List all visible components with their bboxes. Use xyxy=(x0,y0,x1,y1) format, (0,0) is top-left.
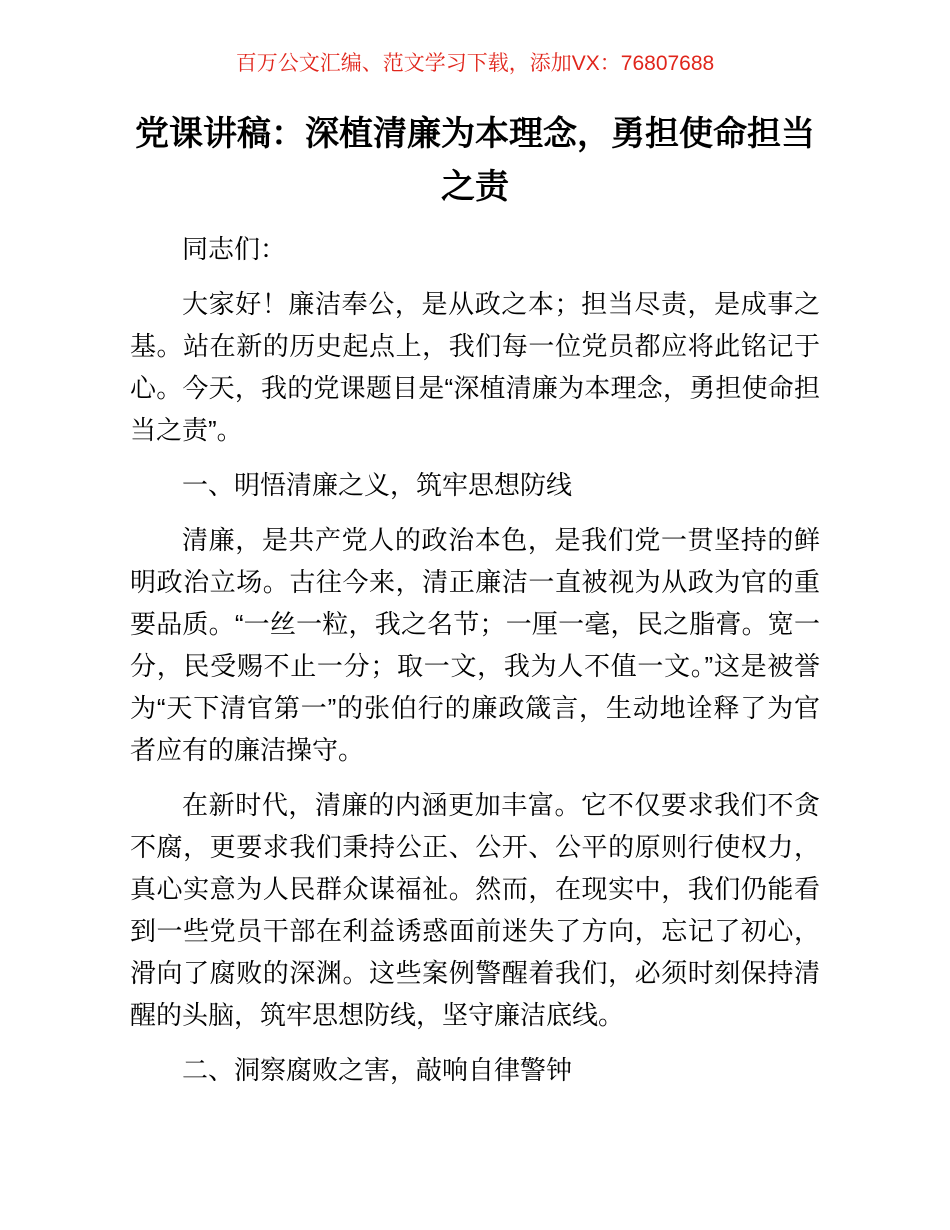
intro-paragraph: 大家好！廉洁奉公，是从政之本；担当尽责，是成事之基。站在新的历史起点上，我们每一位党员都应将此铭记于心。今天，我的党课题目是“深植清廉为本理念，勇担使命担当之责”。 xyxy=(130,289,820,445)
salutation-paragraph: 同志们： xyxy=(182,234,287,264)
section-1-paragraph-2: 在新时代，清廉的内涵更加丰富。它不仅要求我们不贪不腐，更要求我们秉持公正、公开、公平的原则行使权力，真心实意为人民群众谋福祉。然而，在现实中，我们仍能看到一些党员干部在利益诱惑面前迷失了方向，忘记了初心，滑向了腐败的深渊。这些案例警醒着我们，必须时刻保持清醒的头脑，筑牢思想防线，坚守廉洁底线。 xyxy=(130,790,820,1030)
section-1-paragraph-1: 清廉，是共产党人的政治本色，是我们党一贯坚持的鲜明政治立场。古往今来，清正廉洁一直被视为从政为官的重要品质。“一丝一粒，我之名节；一厘一毫，民之脂膏。宽一分，民受赐不止一分；取一文，我为人不值一文。”这是被誉为“天下清官第一”的张伯行的廉政箴言，生动地诠释了为官者应有的廉洁操守。 xyxy=(130,525,820,765)
section-heading-2: 二、洞察腐败之害，敲响自律警钟 xyxy=(182,1055,573,1085)
section-heading-1: 一、明悟清廉之义，筑牢思想防线 xyxy=(182,470,573,500)
document-title: 党课讲稿：深植清廉为本理念，勇担使命担当之责 xyxy=(135,115,815,206)
promo-notice: 百万公文汇编、范文学习下载，添加VX：76807688 xyxy=(235,52,715,75)
